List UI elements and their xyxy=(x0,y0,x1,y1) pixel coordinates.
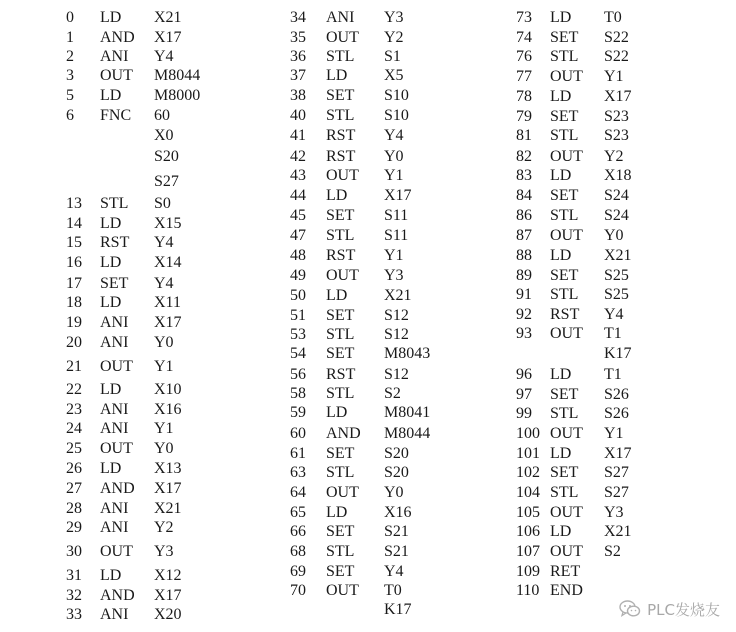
step-number: 70 xyxy=(290,582,306,599)
operand: S2 xyxy=(384,385,401,402)
instruction-row xyxy=(0,444,736,464)
step-number: 102 xyxy=(516,464,540,481)
mnemonic: RST xyxy=(326,247,356,264)
step-number: 25 xyxy=(66,440,82,457)
instruction-row xyxy=(0,226,736,246)
operand: Y0 xyxy=(154,440,174,457)
step-number: 43 xyxy=(290,167,306,184)
mnemonic: SET xyxy=(326,563,355,580)
operand: Y0 xyxy=(384,148,404,165)
step-number: 69 xyxy=(290,563,306,580)
operand: S11 xyxy=(384,207,409,224)
mnemonic: SET xyxy=(326,307,355,324)
step-number: 61 xyxy=(290,445,306,462)
operand: X21 xyxy=(604,247,632,264)
step-number: 13 xyxy=(66,195,82,212)
operand: Y0 xyxy=(604,227,624,244)
step-number: 19 xyxy=(66,314,82,331)
mnemonic: STL xyxy=(326,48,355,65)
mnemonic: SET xyxy=(550,29,579,46)
mnemonic: STL xyxy=(326,227,355,244)
mnemonic: LD xyxy=(100,87,122,104)
wechat-icon xyxy=(619,599,641,619)
operand: X21 xyxy=(154,500,182,517)
step-number: 86 xyxy=(516,207,532,224)
step-number: 22 xyxy=(66,381,82,398)
mnemonic: ANI xyxy=(100,420,129,437)
operand: Y0 xyxy=(384,484,404,501)
operand: S10 xyxy=(384,107,409,124)
mnemonic: OUT xyxy=(326,167,359,184)
step-number: 0 xyxy=(66,9,74,26)
operand: 60 xyxy=(154,107,170,124)
step-number: 23 xyxy=(66,401,82,418)
mnemonic: LD xyxy=(326,187,348,204)
step-number: 47 xyxy=(290,227,306,244)
operand: S12 xyxy=(384,366,409,383)
mnemonic: LD xyxy=(326,67,348,84)
step-number: 88 xyxy=(516,247,532,264)
operand: X21 xyxy=(384,287,412,304)
step-number: 16 xyxy=(66,254,82,271)
step-number: 20 xyxy=(66,334,82,351)
mnemonic: OUT xyxy=(550,148,583,165)
operand: S21 xyxy=(384,523,409,540)
operand: Y4 xyxy=(604,306,624,323)
operand: X5 xyxy=(384,67,404,84)
step-number: 68 xyxy=(290,543,306,560)
instruction-row xyxy=(0,483,736,503)
operand: S27 xyxy=(604,484,629,501)
operand: T0 xyxy=(384,582,402,599)
mnemonic: LD xyxy=(100,9,122,26)
instruction-row xyxy=(0,47,736,67)
operand: S24 xyxy=(604,187,629,204)
step-number: 93 xyxy=(516,325,532,342)
operand: X12 xyxy=(154,567,182,584)
step-number: 41 xyxy=(290,127,306,144)
operand: X16 xyxy=(154,401,182,418)
mnemonic: STL xyxy=(550,286,579,303)
operand: Y1 xyxy=(604,425,624,442)
operand: X17 xyxy=(154,314,182,331)
step-number: 53 xyxy=(290,326,306,343)
instruction-row xyxy=(0,147,736,167)
operand: X18 xyxy=(604,167,632,184)
operand: Y4 xyxy=(154,275,174,292)
mnemonic: SET xyxy=(326,87,355,104)
mnemonic: LD xyxy=(100,567,122,584)
operand: M8000 xyxy=(154,87,201,104)
mnemonic: OUT xyxy=(326,484,359,501)
operand: X17 xyxy=(154,29,182,46)
mnemonic: OUT xyxy=(326,29,359,46)
step-number: 32 xyxy=(66,587,82,604)
mnemonic: ANI xyxy=(326,9,355,26)
mnemonic: FNC xyxy=(100,107,132,124)
mnemonic: STL xyxy=(550,48,579,65)
step-number: 49 xyxy=(290,267,306,284)
operand: K17 xyxy=(384,601,412,618)
mnemonic: LD xyxy=(326,504,348,521)
step-number: 35 xyxy=(290,29,306,46)
mnemonic: SET xyxy=(100,275,129,292)
instruction-row xyxy=(0,8,736,28)
operand: S22 xyxy=(604,48,629,65)
operand: X15 xyxy=(154,215,182,232)
step-number: 1 xyxy=(66,29,74,46)
mnemonic: RET xyxy=(550,563,581,580)
step-number: 77 xyxy=(516,68,532,85)
step-number: 14 xyxy=(66,215,82,232)
step-number: 59 xyxy=(290,404,306,421)
operand: S25 xyxy=(604,286,629,303)
instruction-row xyxy=(0,87,736,107)
step-number: 105 xyxy=(516,504,540,521)
mnemonic: LD xyxy=(550,366,572,383)
instruction-row xyxy=(0,206,736,226)
operand: S22 xyxy=(604,29,629,46)
mnemonic: SET xyxy=(326,345,355,362)
instruction-row xyxy=(0,266,736,286)
mnemonic: ANI xyxy=(100,48,129,65)
operand: S12 xyxy=(384,307,409,324)
operand: S25 xyxy=(604,267,629,284)
mnemonic: LD xyxy=(550,167,572,184)
operand: S0 xyxy=(154,195,171,212)
operand: S10 xyxy=(384,87,409,104)
mnemonic: ANI xyxy=(100,500,129,517)
step-number: 97 xyxy=(516,386,532,403)
mnemonic: OUT xyxy=(100,440,133,457)
step-number: 100 xyxy=(516,425,540,442)
operand: S26 xyxy=(604,405,629,422)
step-number: 45 xyxy=(290,207,306,224)
operand: S2 xyxy=(604,543,621,560)
step-number: 78 xyxy=(516,88,532,105)
mnemonic: LD xyxy=(550,247,572,264)
step-number: 5 xyxy=(66,87,74,104)
operand: T0 xyxy=(604,9,622,26)
instruction-row xyxy=(0,542,736,562)
step-number: 79 xyxy=(516,108,532,125)
mnemonic: AND xyxy=(326,425,361,442)
mnemonic: OUT xyxy=(550,227,583,244)
step-number: 110 xyxy=(516,582,540,599)
step-number: 24 xyxy=(66,420,82,437)
step-number: 44 xyxy=(290,187,306,204)
step-number: 36 xyxy=(290,48,306,65)
instruction-row xyxy=(0,246,736,266)
step-number: 50 xyxy=(290,287,306,304)
mnemonic: STL xyxy=(326,326,355,343)
instruction-row xyxy=(0,324,736,344)
operand: Y3 xyxy=(154,543,174,560)
operand: X11 xyxy=(154,294,181,311)
step-number: 74 xyxy=(516,29,532,46)
step-number: 48 xyxy=(290,247,306,264)
mnemonic: OUT xyxy=(550,543,583,560)
instruction-row xyxy=(0,107,736,127)
step-number: 76 xyxy=(516,48,532,65)
instruction-row xyxy=(0,344,736,364)
mnemonic: STL xyxy=(326,385,355,402)
mnemonic: STL xyxy=(550,207,579,224)
step-number: 15 xyxy=(66,234,82,251)
mnemonic: OUT xyxy=(550,425,583,442)
step-number: 31 xyxy=(66,567,82,584)
operand: X17 xyxy=(154,587,182,604)
watermark-text: PLC发烧友 xyxy=(647,600,720,619)
instruction-row xyxy=(0,305,736,325)
operand: Y1 xyxy=(154,358,174,375)
step-number: 64 xyxy=(290,484,306,501)
step-number: 107 xyxy=(516,543,540,560)
step-number: 87 xyxy=(516,227,532,244)
operand: X10 xyxy=(154,381,182,398)
step-number: 81 xyxy=(516,127,532,144)
operand: X16 xyxy=(384,504,412,521)
mnemonic: LD xyxy=(326,404,348,421)
operand: S27 xyxy=(604,464,629,481)
step-number: 65 xyxy=(290,504,306,521)
instruction-row xyxy=(0,67,736,87)
instruction-row xyxy=(0,126,736,146)
step-number: 33 xyxy=(66,606,82,623)
operand: S20 xyxy=(384,445,409,462)
step-number: 40 xyxy=(290,107,306,124)
mnemonic: LD xyxy=(100,215,122,232)
mnemonic: LD xyxy=(100,460,122,477)
instruction-row xyxy=(0,186,736,206)
mnemonic: SET xyxy=(550,464,579,481)
operand: Y3 xyxy=(384,9,404,26)
step-number: 26 xyxy=(66,460,82,477)
step-number: 63 xyxy=(290,464,306,481)
mnemonic: OUT xyxy=(550,325,583,342)
operand: S20 xyxy=(154,148,179,165)
operand: Y0 xyxy=(154,334,174,351)
step-number: 6 xyxy=(66,107,74,124)
instruction-row xyxy=(0,404,736,424)
mnemonic: LD xyxy=(550,88,572,105)
mnemonic: AND xyxy=(100,587,135,604)
operand: S12 xyxy=(384,326,409,343)
operand: X14 xyxy=(154,254,182,271)
mnemonic: RST xyxy=(326,366,356,383)
step-number: 82 xyxy=(516,148,532,165)
mnemonic: LD xyxy=(550,9,572,26)
step-number: 30 xyxy=(66,543,82,560)
instruction-row xyxy=(0,503,736,523)
operand: S11 xyxy=(384,227,409,244)
step-number: 104 xyxy=(516,484,540,501)
instruction-row xyxy=(0,463,736,483)
operand: Y4 xyxy=(384,563,404,580)
operand: Y4 xyxy=(384,127,404,144)
step-number: 101 xyxy=(516,445,540,462)
step-number: 109 xyxy=(516,563,540,580)
instruction-row xyxy=(0,28,736,48)
operand: Y1 xyxy=(604,68,624,85)
step-number: 2 xyxy=(66,48,74,65)
step-number: 51 xyxy=(290,307,306,324)
mnemonic: OUT xyxy=(326,267,359,284)
operand: Y1 xyxy=(384,167,404,184)
step-number: 91 xyxy=(516,286,532,303)
mnemonic: SET xyxy=(326,445,355,462)
instruction-row xyxy=(0,424,736,444)
operand: Y4 xyxy=(154,48,174,65)
operand: Y4 xyxy=(154,234,174,251)
operand: Y2 xyxy=(154,519,174,536)
operand: X21 xyxy=(154,9,182,26)
operand: M8041 xyxy=(384,404,431,421)
step-number: 83 xyxy=(516,167,532,184)
mnemonic: SET xyxy=(550,108,579,125)
step-number: 17 xyxy=(66,275,82,292)
mnemonic: STL xyxy=(326,464,355,481)
instruction-row xyxy=(0,562,736,582)
step-number: 58 xyxy=(290,385,306,402)
mnemonic: ANI xyxy=(100,401,129,418)
mnemonic: OUT xyxy=(100,543,133,560)
instruction-row xyxy=(0,385,736,405)
operand: Y2 xyxy=(604,148,624,165)
operand: Y2 xyxy=(384,29,404,46)
step-number: 96 xyxy=(516,366,532,383)
mnemonic: AND xyxy=(100,29,135,46)
operand: S23 xyxy=(604,108,629,125)
mnemonic: LD xyxy=(100,254,122,271)
mnemonic: RST xyxy=(326,148,356,165)
operand: S20 xyxy=(384,464,409,481)
mnemonic: ANI xyxy=(100,606,129,623)
step-number: 92 xyxy=(516,306,532,323)
mnemonic: OUT xyxy=(100,67,133,84)
mnemonic: SET xyxy=(550,187,579,204)
mnemonic: LD xyxy=(550,523,572,540)
operand: S1 xyxy=(384,48,401,65)
step-number: 34 xyxy=(290,9,306,26)
step-number: 27 xyxy=(66,480,82,497)
operand: S21 xyxy=(384,543,409,560)
operand: X17 xyxy=(384,187,412,204)
mnemonic: SET xyxy=(550,267,579,284)
mnemonic: STL xyxy=(100,195,129,212)
mnemonic: OUT xyxy=(100,358,133,375)
step-number: 54 xyxy=(290,345,306,362)
operand: S23 xyxy=(604,127,629,144)
operand: S24 xyxy=(604,207,629,224)
step-number: 37 xyxy=(290,67,306,84)
mnemonic: RST xyxy=(550,306,580,323)
step-number: 99 xyxy=(516,405,532,422)
mnemonic: OUT xyxy=(326,582,359,599)
mnemonic: LD xyxy=(550,445,572,462)
step-number: 18 xyxy=(66,294,82,311)
mnemonic: RST xyxy=(100,234,130,251)
instruction-row xyxy=(0,522,736,542)
mnemonic: RST xyxy=(326,127,356,144)
operand: K17 xyxy=(604,345,632,362)
step-number: 89 xyxy=(516,267,532,284)
operand: Y1 xyxy=(154,420,174,437)
mnemonic: OUT xyxy=(550,504,583,521)
operand: Y3 xyxy=(604,504,624,521)
step-number: 29 xyxy=(66,519,82,536)
step-number: 38 xyxy=(290,87,306,104)
mnemonic: AND xyxy=(100,480,135,497)
operand: M8043 xyxy=(384,345,431,362)
mnemonic: LD xyxy=(100,381,122,398)
operand: X17 xyxy=(604,88,632,105)
mnemonic: STL xyxy=(550,484,579,501)
operand: X0 xyxy=(154,127,174,144)
mnemonic: SET xyxy=(550,386,579,403)
mnemonic: SET xyxy=(326,207,355,224)
operand: X20 xyxy=(154,606,182,623)
mnemonic: SET xyxy=(326,523,355,540)
watermark xyxy=(619,596,720,622)
step-number: 73 xyxy=(516,9,532,26)
mnemonic: LD xyxy=(326,287,348,304)
operand: M8044 xyxy=(154,67,201,84)
operand: Y3 xyxy=(384,267,404,284)
mnemonic: LD xyxy=(100,294,122,311)
step-number: 3 xyxy=(66,67,74,84)
mnemonic: ANI xyxy=(100,519,129,536)
operand: X17 xyxy=(154,480,182,497)
mnemonic: STL xyxy=(326,543,355,560)
step-number: 106 xyxy=(516,523,540,540)
step-number: 60 xyxy=(290,425,306,442)
operand: T1 xyxy=(604,325,622,342)
operand: M8044 xyxy=(384,425,431,442)
mnemonic: STL xyxy=(550,127,579,144)
step-number: 66 xyxy=(290,523,306,540)
operand: Y1 xyxy=(384,247,404,264)
step-number: 21 xyxy=(66,358,82,375)
mnemonic: END xyxy=(550,582,583,599)
operand: S27 xyxy=(154,173,179,190)
mnemonic: STL xyxy=(326,107,355,124)
step-number: 42 xyxy=(290,148,306,165)
mnemonic: OUT xyxy=(550,68,583,85)
operand: X21 xyxy=(604,523,632,540)
step-number: 84 xyxy=(516,187,532,204)
mnemonic: STL xyxy=(550,405,579,422)
step-number: 28 xyxy=(66,500,82,517)
mnemonic: ANI xyxy=(100,314,129,331)
instruction-row xyxy=(0,365,736,385)
instruction-row xyxy=(0,285,736,305)
operand: X17 xyxy=(604,445,632,462)
instruction-row xyxy=(0,166,736,186)
operand: X13 xyxy=(154,460,182,477)
operand: S26 xyxy=(604,386,629,403)
operand: T1 xyxy=(604,366,622,383)
step-number: 56 xyxy=(290,366,306,383)
mnemonic: ANI xyxy=(100,334,129,351)
